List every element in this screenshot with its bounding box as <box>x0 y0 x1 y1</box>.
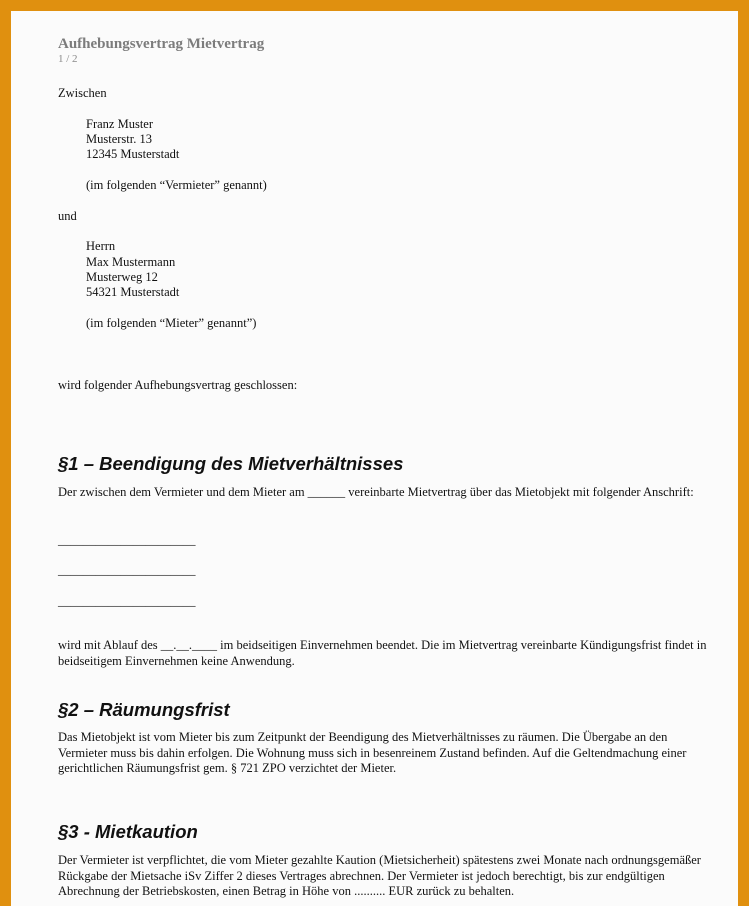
landlord-city: 12345 Musterstadt <box>86 147 180 161</box>
landlord-role: (im folgenden “Vermieter” genannt) <box>86 178 267 192</box>
section-1-paragraph-2: wird mit Ablauf des __.__.____ im beidseitigen Einvernehmen beendet. Die im Mietvertrag vereinbarte Kündigungsfrist findet in beidseitigem Einvernehmen keine Anwendung. <box>58 638 707 668</box>
page-indicator: 1 / 2 <box>58 53 78 65</box>
section-1-paragraph-1: Der zwischen dem Vermieter und dem Mieter am ______ vereinbarte Mietvertrag über das Mietobjekt mit folgender Anschrift: <box>58 485 694 499</box>
address-blank-line-2: ______________________ <box>58 563 196 577</box>
tenant-street: Musterweg 12 <box>86 270 158 284</box>
section-2-paragraph: Das Mietobjekt ist vom Mieter bis zum Zeitpunkt der Beendigung des Mietverhältnisses zu räumen. Die Übergabe an den Vermieter muss bis dahin erfolgen. Die Wohnung muss sich in besenreinem Zustand befinden. Auf die Geltendmachung einer gerichtlichen Räumungsfrist gem. § 721 ZPO verzichtet der Mieter. <box>58 730 687 775</box>
section-2-heading: §2 – Räumungsfrist <box>58 699 230 720</box>
tenant-salutation: Herrn <box>86 239 116 253</box>
section-1-heading: §1 – Beendigung des Mietverhältnisses <box>58 453 404 474</box>
section-3-heading: §3 - Mietkaution <box>58 821 198 842</box>
tenant-name: Max Mustermann <box>86 255 176 269</box>
landlord-street: Musterstr. 13 <box>86 132 152 146</box>
document-page <box>11 11 738 906</box>
section-3-paragraph: Der Vermieter ist verpflichtet, die vom Mieter gezahlte Kaution (Mietsicherheit) spätestens zwei Monate nach ordnungsgemäßer Rückgabe der Mietsache iSv Ziffer 2 dieses Vertrages abrechnen. Der Vermieter ist jedoch berechtigt, bis zur endgültigen Abrechnung der Betriebskosten, einen Betrag in Höhe von .......... EUR zurück zu behalten. <box>58 853 701 898</box>
tenant-role: (im folgenden “Mieter” genannt”) <box>86 316 257 330</box>
and-label: und <box>58 209 77 223</box>
between-label: Zwischen <box>58 86 107 100</box>
document-title: Aufhebungsvertrag Mietvertrag <box>58 36 265 52</box>
address-blank-line-3: ______________________ <box>58 594 196 608</box>
tenant-city: 54321 Musterstadt <box>86 285 180 299</box>
landlord-name: Franz Muster <box>86 117 153 131</box>
address-blank-line-1: ______________________ <box>58 533 196 547</box>
contract-intro: wird folgender Aufhebungsvertrag geschlossen: <box>58 378 298 392</box>
